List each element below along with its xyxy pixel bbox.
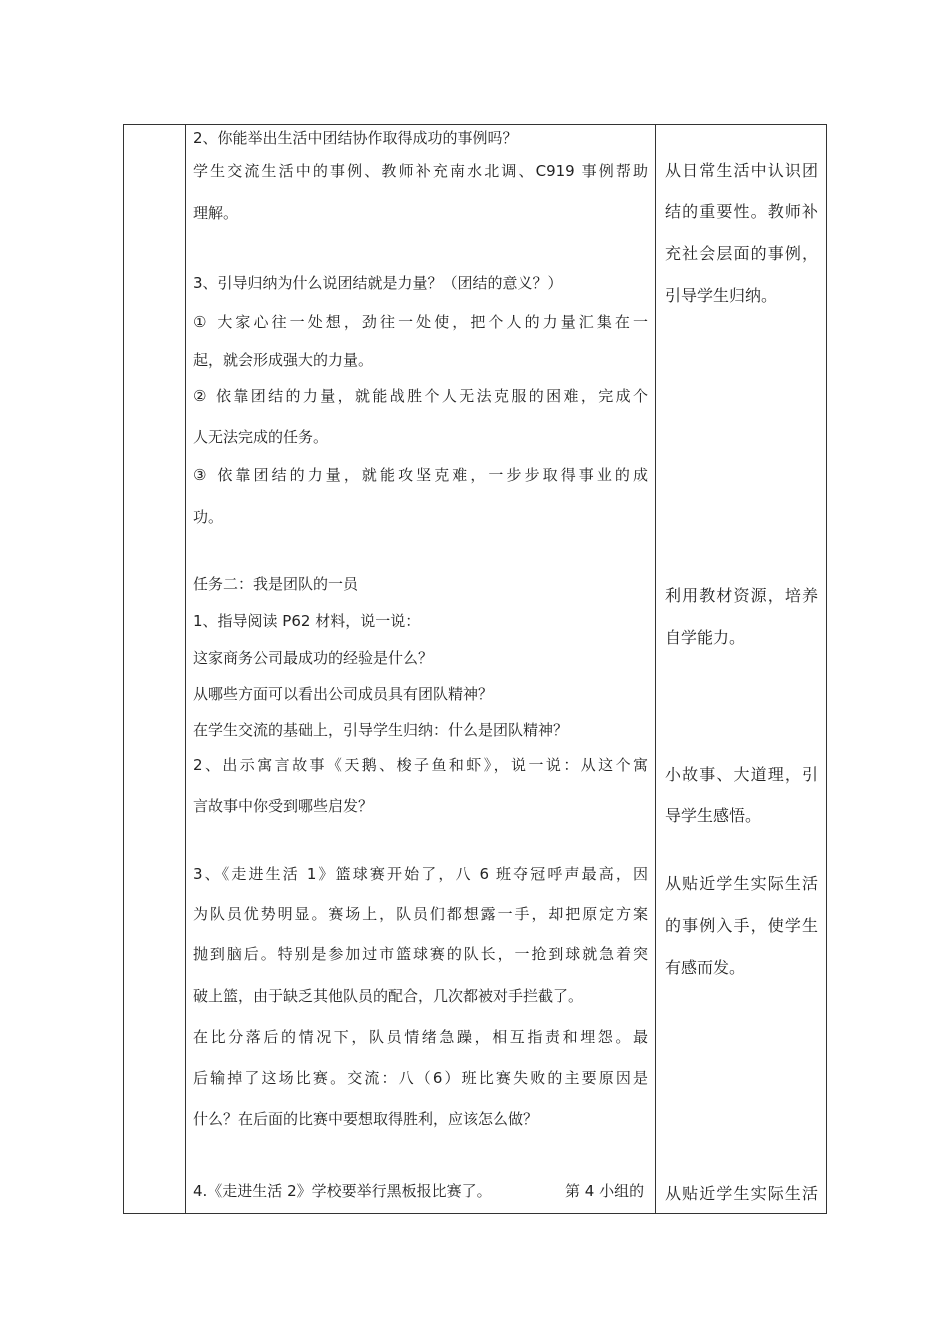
main-line: 理解。 xyxy=(193,204,239,222)
side-line: 从贴近学生实际生活 xyxy=(665,874,818,893)
main-line: ② 依靠团结的力量，就能战胜个人无法克服的困难，完成个 xyxy=(193,387,648,405)
side-line: 自学能力。 xyxy=(665,628,746,647)
main-line: 学生交流生活中的事例、教师补充南水北调、C919 事例帮助 xyxy=(193,162,648,180)
main-line: 在比分落后的情况下，队员情绪急躁，相互指责和埋怨。最 xyxy=(193,1028,648,1046)
main-line: 3、《走进生活 1》篮球赛开始了，八 6 班夺冠呼声最高，因 xyxy=(193,865,648,883)
main-line: 后输掉了这场比赛。交流：八（6）班比赛失败的主要原因是 xyxy=(193,1069,648,1087)
main-line: 1、指导阅读 P62 材料，说一说： xyxy=(193,612,421,630)
main-line: 什么？在后面的比赛中要想取得胜利，应该怎么做？ xyxy=(193,1110,539,1128)
side-line: 导学生感悟。 xyxy=(665,806,762,825)
task-heading: 任务二：我是团队的一员 xyxy=(193,575,359,593)
side-line: 小故事、大道理，引 xyxy=(665,765,818,784)
side-line: 结的重要性。教师补 xyxy=(665,202,818,221)
column-divider-right xyxy=(655,125,656,1213)
main-line: 在学生交流的基础上，引导学生归纳：什么是团队精神？ xyxy=(193,721,569,739)
main-line: 第 4 小组的 xyxy=(565,1182,645,1200)
side-line: 的事例入手，使学生 xyxy=(665,916,818,935)
side-line: 有感而发。 xyxy=(665,958,746,977)
side-line: 从贴近学生实际生活 xyxy=(665,1184,818,1203)
main-line: 4.《走进生活 2》学校要举行黑板报比赛了。 xyxy=(193,1182,492,1200)
main-line: 起，就会形成强大的力量。 xyxy=(193,351,374,369)
side-line: 利用教材资源，培养 xyxy=(665,586,818,605)
side-line: 从日常生活中认识团 xyxy=(665,161,818,180)
side-line: 引导学生归纳。 xyxy=(665,286,778,305)
main-line: 言故事中你受到哪些启发？ xyxy=(193,797,374,815)
side-line: 充社会层面的事例， xyxy=(665,244,818,263)
main-line: 人无法完成的任务。 xyxy=(193,428,329,446)
main-line: 2、你能举出生活中团结协作取得成功的事例吗？ xyxy=(193,129,518,147)
main-line: 破上篮，由于缺乏其他队员的配合，几次都被对手拦截了。 xyxy=(193,987,584,1005)
main-line: 这家商务公司最成功的经验是什么？ xyxy=(193,649,434,667)
main-line: ① 大家心往一处想，劲往一处使，把个人的力量汇集在一 xyxy=(193,313,648,331)
column-divider-left xyxy=(185,125,186,1213)
main-line: 2、出示寓言故事《天鹅、梭子鱼和虾》，说一说：从这个寓 xyxy=(193,756,648,774)
main-line: 功。 xyxy=(193,508,224,526)
main-line: 为队员优势明显。赛场上，队员们都想露一手，却把原定方案 xyxy=(193,905,648,923)
main-line: 3、引导归纳为什么说团结就是力量？（团结的意义？） xyxy=(193,274,563,292)
main-line: ③ 依靠团结的力量，就能攻坚克难，一步步取得事业的成 xyxy=(193,466,648,484)
main-line: 抛到脑后。特别是参加过市篮球赛的队长，一抢到球就急着突 xyxy=(193,945,648,963)
main-line: 从哪些方面可以看出公司成员具有团队精神？ xyxy=(193,685,494,703)
